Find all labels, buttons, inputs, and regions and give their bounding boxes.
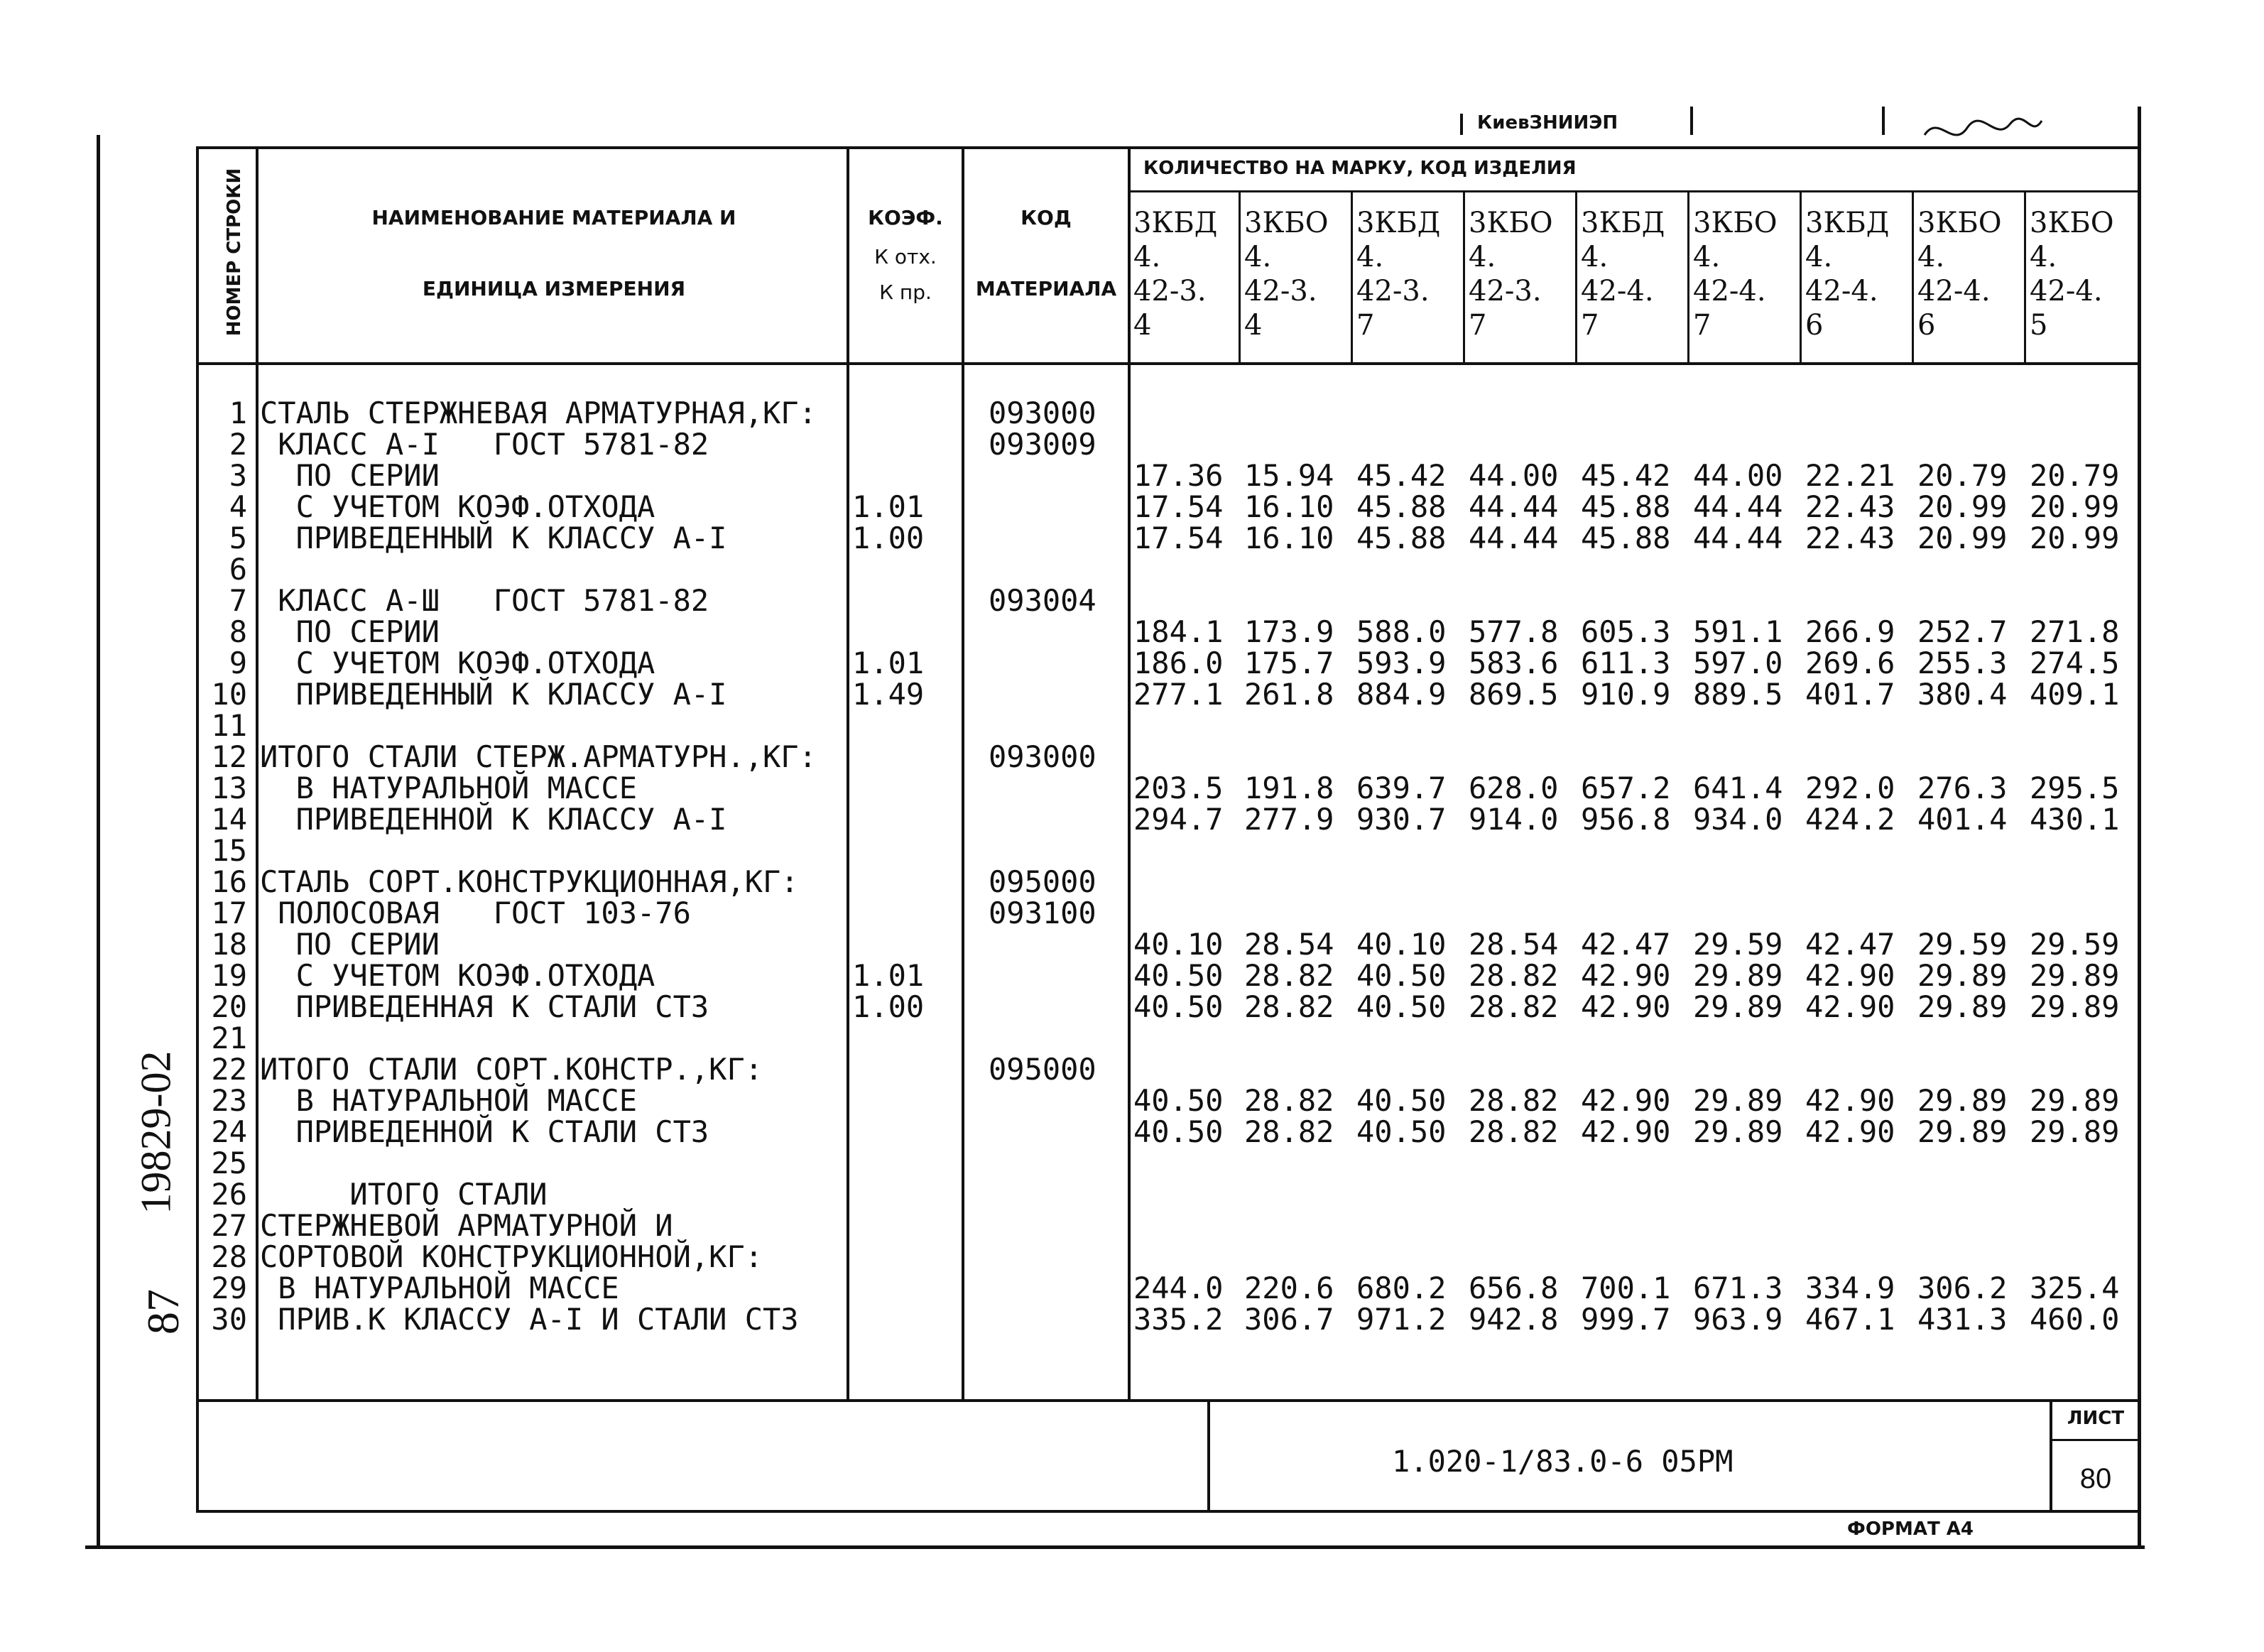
table-bottom-border (196, 1510, 2139, 1513)
row-number: 30 (211, 1302, 247, 1337)
material-name: СТАЛЬ СОРТ.КОНСТРУКЦИОННАЯ,КГ: (260, 864, 799, 899)
row-number: 27 (211, 1208, 247, 1243)
quantity-cell: 44.44 (1469, 489, 1559, 524)
row-number: 20 (211, 989, 247, 1024)
col-sep-name (847, 146, 849, 1399)
stamp-tick (1690, 107, 1693, 135)
material-code: 095000 (989, 864, 1096, 899)
quantity-cell: 29.89 (1917, 1114, 2008, 1149)
product-code-line: 4. (1581, 241, 1609, 273)
product-code-line: 5 (2030, 309, 2048, 342)
quantity-cell: 971.2 (1356, 1302, 1447, 1337)
row-number: 12 (211, 739, 247, 774)
quantity-cell: 175.7 (1244, 646, 1334, 680)
product-code-line: 7 (1693, 309, 1711, 342)
quantity-cell: 45.88 (1581, 521, 1671, 555)
quantity-cell: 401.7 (1805, 677, 1895, 712)
quantity-cell: 29.89 (1693, 1114, 1783, 1149)
quantity-cell: 28.82 (1244, 1114, 1334, 1149)
material-name: ПРИВЕДЕННОЙ К СТАЛИ СТ3 (260, 1114, 709, 1149)
product-code-line: 42-3. (1244, 275, 1317, 308)
row-number: 15 (211, 833, 247, 868)
quantity-cell: 16.10 (1244, 489, 1334, 524)
quantity-cell: 930.7 (1356, 802, 1447, 837)
quantity-cell: 597.0 (1693, 646, 1783, 680)
quantity-cell: 656.8 (1469, 1271, 1559, 1305)
quantity-cell: 40.10 (1356, 927, 1447, 962)
quantity-cell: 29.59 (1693, 927, 1783, 962)
quantity-cell: 29.89 (1917, 1083, 2008, 1118)
row-number: 22 (211, 1052, 247, 1087)
quantity-cell: 914.0 (1469, 802, 1559, 837)
material-name: С УЧЕТОМ КОЭФ.ОТХОДА (260, 489, 655, 524)
quantity-cell: 20.79 (2030, 458, 2120, 493)
quantity-cell: 45.42 (1356, 458, 1447, 493)
quantity-cell: 173.9 (1244, 614, 1334, 649)
outer-left-border (97, 135, 100, 1548)
quantity-cell: 244.0 (1133, 1271, 1224, 1305)
header-coef-line2: К отх. (874, 245, 937, 268)
product-code-line: 3КБО (1469, 207, 1553, 239)
sheet-number: 80 (2079, 1463, 2112, 1494)
material-name: СОРТОВОЙ КОНСТРУКЦИОННОЙ,КГ: (260, 1239, 763, 1274)
row-number: 6 (229, 552, 247, 587)
quantity-cell: 40.50 (1133, 1083, 1224, 1118)
body-bottom-border (196, 1399, 2139, 1402)
quantity-cell: 29.89 (1917, 989, 2008, 1024)
material-name: В НАТУРАЛЬНОЙ МАССЕ (260, 1083, 638, 1118)
row-number: 9 (229, 646, 247, 680)
header-code-line1: КОД (1021, 206, 1072, 229)
quantity-cell: 605.3 (1581, 614, 1671, 649)
row-number: 16 (211, 864, 247, 899)
row-number: 25 (211, 1146, 247, 1180)
quantity-cell: 45.88 (1356, 521, 1447, 555)
qty-col-sep (1239, 190, 1241, 362)
quantity-cell: 292.0 (1805, 771, 1895, 805)
quantity-cell: 16.10 (1244, 521, 1334, 555)
material-name: СТЕРЖНЕВОЙ АРМАТУРНОЙ И (260, 1208, 673, 1243)
quantity-cell: 40.10 (1133, 927, 1224, 962)
quantity-cell: 467.1 (1805, 1302, 1895, 1337)
row-number: 4 (229, 489, 247, 524)
quantity-cell: 44.00 (1469, 458, 1559, 493)
quantity-cell: 963.9 (1693, 1302, 1783, 1337)
quantity-cell: 28.82 (1244, 1083, 1334, 1118)
format-label: ФОРМАТ А4 (1847, 1518, 1974, 1540)
product-code-line: 42-4. (1581, 275, 1654, 308)
outer-bottom-border (85, 1545, 2145, 1549)
product-code-header (1244, 206, 1329, 342)
quantity-cell: 295.5 (2030, 771, 2120, 805)
product-code-line: 42-4. (1805, 275, 1878, 308)
waste-coefficient: 1.00 (852, 521, 925, 555)
product-code-line: 4. (1133, 241, 1161, 273)
quantity-cell: 28.54 (1244, 927, 1334, 962)
quantity-cell: 325.4 (2030, 1271, 2120, 1305)
material-name: С УЧЕТОМ КОЭФ.ОТХОДА (260, 958, 655, 993)
row-number: 2 (229, 427, 247, 462)
row-number: 7 (229, 583, 247, 618)
material-name: КЛАСС А-Ш ГОСТ 5781-82 (260, 583, 709, 618)
product-code-line: 42-3. (1356, 275, 1430, 308)
product-code-header (1133, 206, 1217, 342)
product-code-line: 3КБО (1244, 207, 1329, 239)
product-code-line: 3КБД (1133, 207, 1218, 239)
material-name: ПРИВЕДЕННЫЙ К КЛАССУ А-I (260, 521, 727, 555)
signature-scribble (1917, 107, 2045, 156)
product-code-line: 4. (1356, 241, 1384, 273)
row-number: 17 (211, 896, 247, 930)
product-code-line: 4. (2030, 241, 2057, 273)
quantity-cell: 29.89 (2030, 958, 2120, 993)
header-coef-line1: КОЭФ. (868, 206, 943, 229)
quantity-cell: 40.50 (1356, 1114, 1447, 1149)
qty-col-sep (1575, 190, 1577, 362)
material-name: ПРИВЕДЕННАЯ К СТАЛИ СТ3 (260, 989, 709, 1024)
quantity-cell: 277.1 (1133, 677, 1224, 712)
quantity-cell: 42.90 (1805, 1083, 1895, 1118)
quantity-cell: 184.1 (1133, 614, 1224, 649)
quantity-cell: 999.7 (1581, 1302, 1671, 1337)
quantity-cell: 186.0 (1133, 646, 1224, 680)
product-code-header (1356, 206, 1440, 342)
row-number: 18 (211, 927, 247, 962)
quantity-cell: 28.82 (1469, 989, 1559, 1024)
product-code-line: 4 (1244, 309, 1263, 342)
quantity-cell: 42.90 (1805, 989, 1895, 1024)
quantity-cell: 641.4 (1693, 771, 1783, 805)
material-code: 093000 (989, 396, 1096, 430)
quantity-cell: 45.88 (1356, 489, 1447, 524)
quantity-cell: 28.82 (1469, 958, 1559, 993)
quantity-cell: 639.7 (1356, 771, 1447, 805)
quantity-cell: 203.5 (1133, 771, 1224, 805)
row-number: 3 (229, 458, 247, 493)
quantity-cell: 700.1 (1581, 1271, 1671, 1305)
quantity-cell: 20.99 (1917, 521, 2008, 555)
row-number: 10 (211, 677, 247, 712)
quantity-cell: 252.7 (1917, 614, 2008, 649)
quantity-cell: 942.8 (1469, 1302, 1559, 1337)
product-code-line: 7 (1581, 309, 1599, 342)
product-code-line: 3КБД (1805, 207, 1890, 239)
header-code-line2: МАТЕРИАЛА (975, 277, 1117, 300)
quantity-cell: 271.8 (2030, 614, 2120, 649)
quantity-cell: 306.7 (1244, 1302, 1334, 1337)
quantity-cell: 680.2 (1356, 1271, 1447, 1305)
material-name: КЛАСС А-I ГОСТ 5781-82 (260, 427, 709, 462)
quantity-cell: 42.90 (1805, 958, 1895, 993)
quantity-cell: 42.47 (1805, 927, 1895, 962)
quantity-cell: 42.90 (1581, 1083, 1671, 1118)
product-code-line: 4. (1244, 241, 1272, 273)
quantity-cell: 17.54 (1133, 489, 1224, 524)
waste-coefficient: 1.01 (852, 489, 925, 524)
product-code-line: 3КБД (1356, 207, 1441, 239)
quantity-cell: 44.44 (1693, 521, 1783, 555)
quantity-cell: 42.90 (1581, 989, 1671, 1024)
product-code-header (1469, 206, 1553, 342)
col-sep-coef (962, 146, 964, 1399)
quantity-cell: 29.89 (2030, 1114, 2120, 1149)
quantity-cell: 593.9 (1356, 646, 1447, 680)
quantity-cell: 29.89 (1693, 989, 1783, 1024)
product-code-line: 3КБО (2030, 207, 2114, 239)
row-number: 1 (229, 396, 247, 430)
row-number: 14 (211, 802, 247, 837)
quantity-cell: 42.90 (1581, 1114, 1671, 1149)
row-number: 5 (229, 521, 247, 555)
quantity-cell: 274.5 (2030, 646, 2120, 680)
row-number: 8 (229, 614, 247, 649)
quantity-cell: 255.3 (1917, 646, 2008, 680)
quantity-cell: 44.00 (1693, 458, 1783, 493)
quantity-cell: 424.2 (1805, 802, 1895, 837)
quantity-cell: 611.3 (1581, 646, 1671, 680)
product-code-line: 3КБД (1581, 207, 1665, 239)
material-name: С УЧЕТОМ КОЭФ.ОТХОДА (260, 646, 655, 680)
quantity-cell: 277.9 (1244, 802, 1334, 837)
col-sep-rownum (256, 146, 258, 1399)
outer-right-border (2138, 107, 2141, 1548)
quantity-cell: 42.90 (1581, 958, 1671, 993)
material-code: 093100 (989, 896, 1096, 930)
page-note: 87 (138, 1289, 188, 1335)
product-code-line: 4. (1917, 241, 1945, 273)
product-code-header (1917, 206, 2002, 342)
quantity-cell: 671.3 (1693, 1271, 1783, 1305)
quantity-cell: 40.50 (1356, 989, 1447, 1024)
col-sep-code (1128, 146, 1131, 1399)
quantity-cell: 29.59 (2030, 927, 2120, 962)
quantity-cell: 15.94 (1244, 458, 1334, 493)
header-coef-line3: К пр. (879, 281, 932, 304)
sheet-label: ЛИСТ (2067, 1408, 2125, 1429)
product-code-line: 42-4. (1917, 275, 1991, 308)
material-name: В НАТУРАЛЬНОЙ МАССЕ (260, 771, 638, 805)
inventory-number: 19829-02 (132, 1050, 180, 1214)
material-name: ПРИВЕДЕННОЙ К КЛАССУ А-I (260, 802, 727, 837)
quantity-cell: 591.1 (1693, 614, 1783, 649)
waste-coefficient: 1.01 (852, 646, 925, 680)
quantity-cell: 380.4 (1917, 677, 2008, 712)
material-code: 093000 (989, 739, 1096, 774)
qty-col-sep (1800, 190, 1802, 362)
row-number: 26 (211, 1177, 247, 1212)
qty-col-sep (1912, 190, 1914, 362)
material-code: 093004 (989, 583, 1096, 618)
waste-coefficient: 1.00 (852, 989, 925, 1024)
product-code-header (1581, 206, 1665, 342)
material-name: ИТОГО СТАЛИ СТЕРЖ.АРМАТУРН.,КГ: (260, 739, 817, 774)
qty-col-sep (1687, 190, 1689, 362)
quantity-cell: 40.50 (1133, 989, 1224, 1024)
quantity-cell: 657.2 (1581, 771, 1671, 805)
quantity-cell: 28.82 (1469, 1114, 1559, 1149)
quantity-cell: 583.6 (1469, 646, 1559, 680)
product-code-line: 42-3. (1133, 275, 1207, 308)
material-name: ПО СЕРИИ (260, 927, 440, 962)
quantity-cell: 20.79 (1917, 458, 2008, 493)
product-code-line: 4. (1469, 241, 1496, 273)
product-code-header (2030, 206, 2114, 342)
quantity-cell: 431.3 (1917, 1302, 2008, 1337)
quantity-cell: 269.6 (1805, 646, 1895, 680)
quantity-cell: 460.0 (2030, 1302, 2120, 1337)
quantity-cell: 20.99 (1917, 489, 2008, 524)
product-code-header (1693, 206, 1778, 342)
quantity-cell: 28.54 (1469, 927, 1559, 962)
waste-coefficient: 1.49 (852, 677, 925, 712)
product-code-line: 42-4. (2030, 275, 2103, 308)
product-code-line: 4. (1805, 241, 1833, 273)
product-code-line: 3КБО (1693, 207, 1778, 239)
product-code-line: 6 (1805, 309, 1824, 342)
product-code-line: 4. (1693, 241, 1721, 273)
doc-code: 1.020-1/83.0-6 05РМ (1392, 1444, 1734, 1479)
quantity-cell: 20.99 (2030, 521, 2120, 555)
quantity-cell: 28.82 (1244, 958, 1334, 993)
quantity-cell: 934.0 (1693, 802, 1783, 837)
sheet-box-divider (2050, 1439, 2139, 1441)
header-bottom-border (196, 362, 2139, 365)
product-code-line: 4 (1133, 309, 1152, 342)
header-row-number: НОМЕР СТРОКИ (224, 168, 245, 337)
quantity-cell: 45.88 (1581, 489, 1671, 524)
row-number: 11 (211, 708, 247, 743)
quantity-cell: 28.82 (1244, 989, 1334, 1024)
quantity-cell: 956.8 (1581, 802, 1671, 837)
quantity-cell: 294.7 (1133, 802, 1224, 837)
quantity-cell: 261.8 (1244, 677, 1334, 712)
top-stamp-org: КиевЗНИИЭП (1477, 112, 1618, 134)
material-name: ПОЛОСОВАЯ ГОСТ 103-76 (260, 896, 691, 930)
material-code: 093009 (989, 427, 1096, 462)
product-code-line: 42-3. (1469, 275, 1542, 308)
product-code-line: 7 (1469, 309, 1487, 342)
material-name: ПРИВЕДЕННЫЙ К КЛАССУ А-I (260, 677, 727, 712)
quantity-cell: 17.36 (1133, 458, 1224, 493)
quantity-cell: 20.99 (2030, 489, 2120, 524)
material-name: В НАТУРАЛЬНОЙ МАССЕ (260, 1271, 619, 1305)
quantity-cell: 29.89 (1693, 958, 1783, 993)
row-number: 28 (211, 1239, 247, 1274)
quantity-cell: 42.47 (1581, 927, 1671, 962)
waste-coefficient: 1.01 (852, 958, 925, 993)
quantity-cell: 220.6 (1244, 1271, 1334, 1305)
quantity-cell: 334.9 (1805, 1271, 1895, 1305)
quantity-cell: 40.50 (1356, 1083, 1447, 1118)
quantity-cell: 191.8 (1244, 771, 1334, 805)
quantity-cell: 22.43 (1805, 489, 1895, 524)
quantity-cell: 628.0 (1469, 771, 1559, 805)
quantity-cell: 276.3 (1917, 771, 2008, 805)
material-name: ИТОГО СТАЛИ (260, 1177, 548, 1212)
quantity-cell: 44.44 (1469, 521, 1559, 555)
quantity-cell: 22.21 (1805, 458, 1895, 493)
quantity-cell: 306.2 (1917, 1271, 2008, 1305)
qty-col-sep (2024, 190, 2026, 362)
quantity-cell: 889.5 (1693, 677, 1783, 712)
quantity-cell: 884.9 (1356, 677, 1447, 712)
quantity-cell: 17.54 (1133, 521, 1224, 555)
qty-col-sep (1351, 190, 1353, 362)
row-number: 13 (211, 771, 247, 805)
quantity-cell: 28.82 (1469, 1083, 1559, 1118)
qty-col-sep (1463, 190, 1465, 362)
quantity-cell: 910.9 (1581, 677, 1671, 712)
quantity-cell: 335.2 (1133, 1302, 1224, 1337)
material-name: СТАЛЬ СТЕРЖНЕВАЯ АРМАТУРНАЯ,КГ: (260, 396, 817, 430)
quantity-cell: 42.90 (1805, 1114, 1895, 1149)
table-top-border (196, 146, 2139, 149)
qty-title-underline (1128, 190, 2139, 192)
material-code: 095000 (989, 1052, 1096, 1087)
quantity-cell: 40.50 (1356, 958, 1447, 993)
product-code-line: 42-4. (1693, 275, 1766, 308)
quantity-cell: 29.59 (1917, 927, 2008, 962)
quantity-cell: 401.4 (1917, 802, 2008, 837)
quantity-cell: 29.89 (2030, 1083, 2120, 1118)
header-qty-title: КОЛИЧЕСТВО НА МАРКУ, КОД ИЗДЕЛИЯ (1143, 158, 1577, 179)
quantity-cell: 430.1 (2030, 802, 2120, 837)
quantity-cell: 409.1 (2030, 677, 2120, 712)
product-code-line: 6 (1917, 309, 1936, 342)
quantity-cell: 22.43 (1805, 521, 1895, 555)
quantity-cell: 40.50 (1133, 1114, 1224, 1149)
material-name: ПО СЕРИИ (260, 614, 440, 649)
quantity-cell: 29.89 (2030, 989, 2120, 1024)
row-number: 21 (211, 1021, 247, 1055)
quantity-cell: 44.44 (1693, 489, 1783, 524)
product-code-line: 7 (1356, 309, 1375, 342)
quantity-cell: 869.5 (1469, 677, 1559, 712)
row-number: 29 (211, 1271, 247, 1305)
material-name: ПРИВ.К КЛАССУ А-I И СТАЛИ СТ3 (260, 1302, 799, 1337)
quantity-cell: 266.9 (1805, 614, 1895, 649)
row-number: 23 (211, 1083, 247, 1118)
stamp-tick (1882, 107, 1885, 135)
material-name: ПО СЕРИИ (260, 458, 440, 493)
row-number: 24 (211, 1114, 247, 1149)
stamp-tick (1460, 114, 1463, 135)
header-name-line2: ЕДИНИЦА ИЗМЕРЕНИЯ (422, 277, 686, 300)
product-code-line: 3КБО (1917, 207, 2002, 239)
product-code-header (1805, 206, 1889, 342)
quantity-cell: 40.50 (1133, 958, 1224, 993)
quantity-cell: 45.42 (1581, 458, 1671, 493)
row-number: 19 (211, 958, 247, 993)
material-name: ИТОГО СТАЛИ СОРТ.КОНСТР.,КГ: (260, 1052, 763, 1087)
quantity-cell: 29.89 (1693, 1083, 1783, 1118)
quantity-cell: 588.0 (1356, 614, 1447, 649)
quantity-cell: 577.8 (1469, 614, 1559, 649)
quantity-cell: 29.89 (1917, 958, 2008, 993)
footer-split-line (1207, 1399, 1210, 1513)
header-name-line1: НАИМЕНОВАНИЕ МАТЕРИАЛА И (371, 206, 736, 229)
